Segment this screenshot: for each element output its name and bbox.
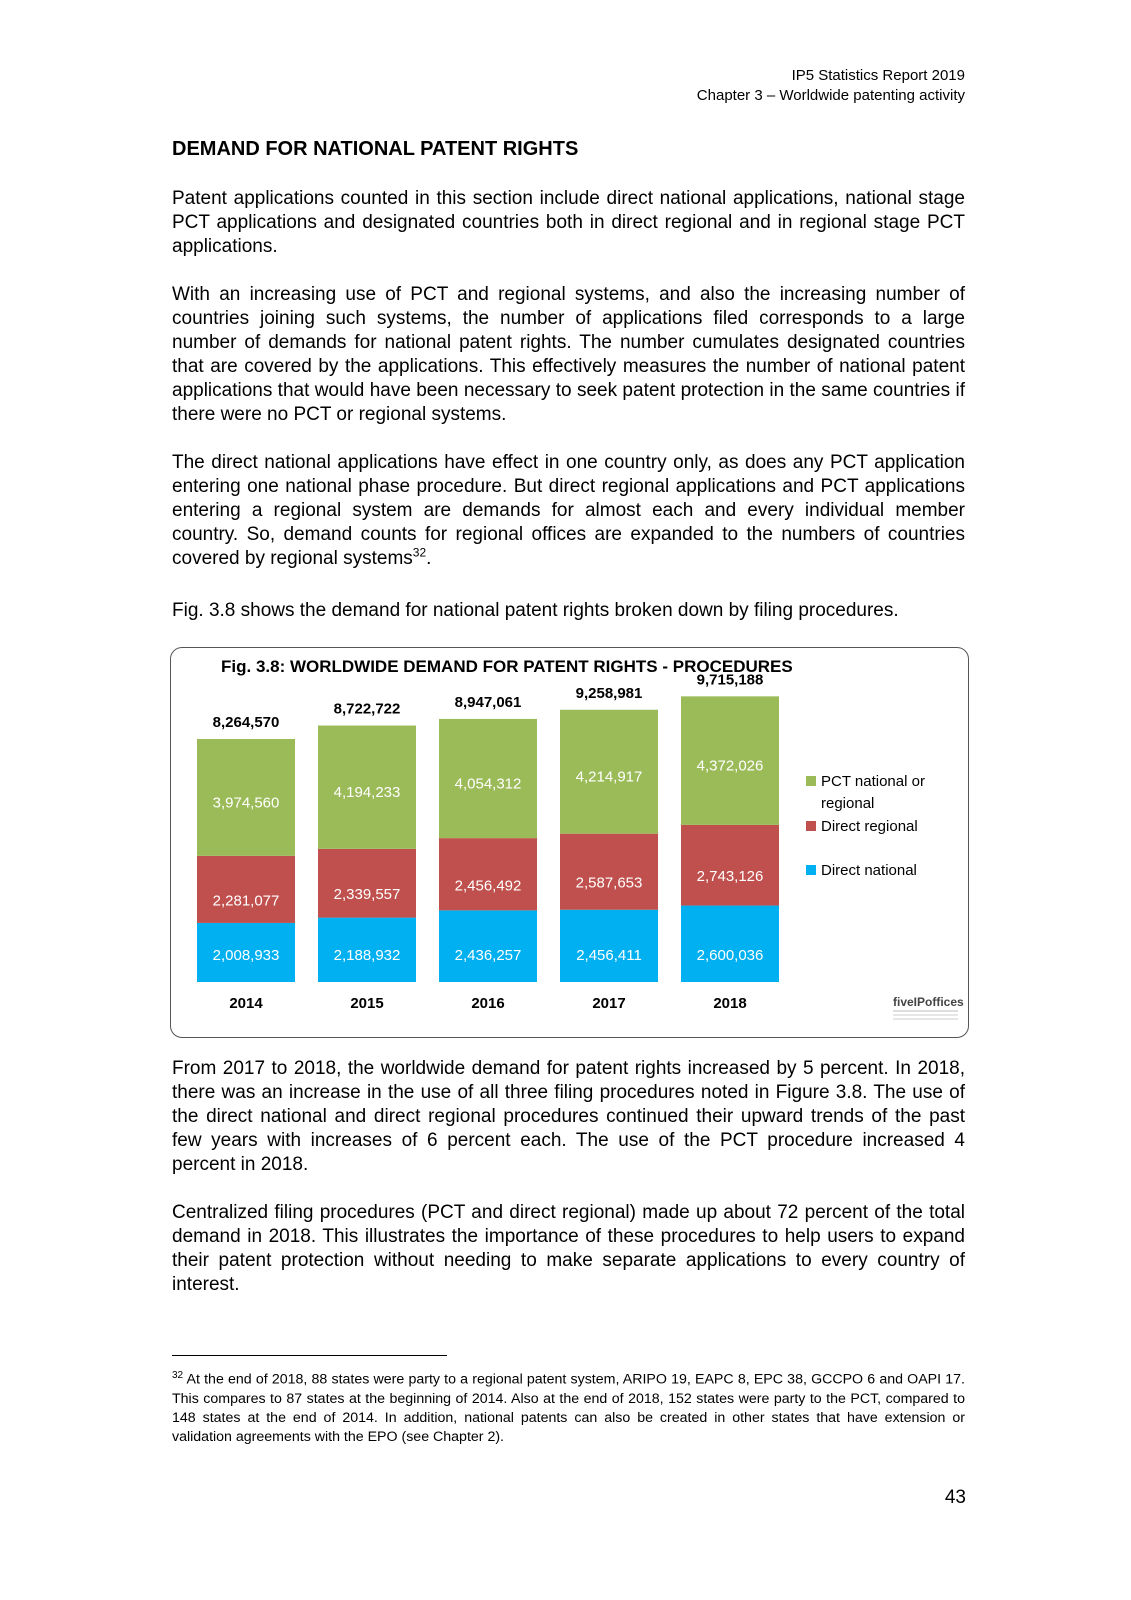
- running-header: [697, 66, 965, 106]
- total-label: 8,264,570: [212, 714, 280, 731]
- paragraph-4: Fig. 3.8 shows the demand for national patent rights broken down by filing procedures.: [172, 600, 899, 621]
- data-label: 2,587,653: [575, 874, 643, 892]
- data-label: 4,214,917: [575, 768, 643, 786]
- data-label: 2,188,932: [333, 947, 401, 964]
- data-label: 2,436,257: [454, 947, 522, 964]
- x-tick-label: 2018: [713, 995, 747, 1012]
- bar-direct-regional-2015: [318, 849, 416, 918]
- paragraph-6: Centralized filing procedures (PCT and direct regional) made up about 72 percent of the total demand in 2018. This illustrates the importance of these procedures to help users to expand their patent protection without needing to make separate applications to every country of interest.: [172, 1202, 965, 1295]
- data-label: 2,456,492: [454, 877, 522, 895]
- total-label: 8,947,061: [454, 693, 522, 711]
- report-title: IP5 Statistics Report 2019: [791, 67, 965, 84]
- legend-label: regional: [821, 795, 875, 812]
- chart-title: Fig. 3.8: WORLDWIDE DEMAND FOR PATENT RIGHTS - PROCEDURES: [221, 657, 793, 676]
- total-label: 8,722,722: [333, 700, 401, 718]
- footnote-number: 32: [172, 1370, 184, 1381]
- paragraph-3-end: .: [426, 548, 432, 569]
- legend-swatch: [806, 776, 816, 786]
- paragraph-5: From 2017 to 2018, the worldwide demand for patent rights increased by 5 percent. In 2018, there was an increase in the use of all three filing procedures noted in Figure 3.8. The use of the direct national and direct regional procedures continued their upward trends of the past few years with increases of 6 percent each. The use of the PCT procedure increased 4 percent in 2018.: [172, 1058, 965, 1175]
- data-label: 2,600,036: [696, 947, 764, 964]
- footnote-ref-32[interactable]: 32: [412, 545, 427, 560]
- chart-bars: [197, 671, 779, 1012]
- x-tick-label: 2017: [592, 995, 626, 1012]
- footnote-text: At the end of 2018, 88 states were party to a regional patent system, ARIPO 19, EAPC 8, EPC 38, GCCPO 6 and OAPI 17. This compares to 87 states at the beginning of 2014. Also at the end of 2018, 152 states were party to the PCT, compared to 148 states at the end of 2014. In addition, national patents can also be created in other states that have extension or validation agreements with the EPO (see Chapter 2).: [172, 1371, 965, 1445]
- total-label: 9,258,981: [575, 684, 643, 702]
- fiveipoffices-logo: fiveIPoffices: [893, 995, 964, 1009]
- data-label: 2,339,557: [333, 886, 401, 904]
- chart-legend: [806, 773, 925, 879]
- paragraph-2: With an increasing use of PCT and regional systems, and also the increasing number of countries joining such systems, the number of applications filed corresponds to a large number of demands for national patent rights. The number cumulates designated countries that are covered by the applications. This effectively measures the number of national patent applications that would have been necessary to seek patent protection in the same countries if there were no PCT or regional systems.: [172, 284, 965, 425]
- figure-3-8: [170, 647, 969, 1038]
- legend-swatch: [806, 865, 816, 875]
- data-label: 2,281,077: [212, 892, 280, 910]
- data-label: 4,194,233: [333, 784, 401, 802]
- x-tick-label: 2016: [471, 995, 505, 1012]
- paragraph-1: Patent applications counted in this section include direct national applications, national stage PCT applications and designated countries both in direct regional and in regional stage PCT applications.: [172, 188, 965, 257]
- legend-label: Direct regional: [821, 818, 918, 835]
- bar-direct-national-2017: [560, 910, 658, 982]
- data-label: 4,054,312: [454, 775, 522, 793]
- bar-direct-regional-2017: [560, 834, 658, 910]
- legend-label: PCT national or: [821, 773, 925, 790]
- data-label: 2,456,411: [576, 947, 642, 964]
- chapter-title: Chapter 3 – Worldwide patenting activity: [696, 87, 965, 104]
- footnote-separator: [172, 1355, 447, 1356]
- x-tick-label: 2014: [229, 995, 263, 1012]
- legend-swatch: [806, 821, 816, 831]
- bar-direct-regional-2016: [439, 838, 537, 910]
- footnote-32: [172, 1366, 965, 1447]
- bar-direct-regional-2018: [681, 825, 779, 906]
- data-label: 3,974,560: [212, 794, 280, 812]
- total-label: 9,715,188: [696, 671, 764, 689]
- section-title: DEMAND FOR NATIONAL PATENT RIGHTS: [172, 138, 579, 160]
- x-tick-label: 2015: [350, 995, 384, 1012]
- page-number: 43: [944, 1487, 966, 1508]
- data-label: 2,743,126: [696, 868, 764, 886]
- data-label: 2,008,933: [212, 947, 280, 964]
- paragraph-3: [172, 451, 965, 571]
- paragraph-3-text: The direct national applications have effect in one country only, as does any PCT application entering one national phase procedure. But direct regional applications and PCT applications entering a regional system are demands for almost each and every individual member country. So, demand counts for regional offices are expanded to the numbers of countries covered by regional systems: [172, 452, 965, 569]
- bar-direct-regional-2014: [197, 856, 295, 923]
- bar-direct-national-2018: [681, 906, 779, 982]
- stacked-bar-chart: [171, 648, 968, 1037]
- data-label: 4,372,026: [696, 757, 764, 775]
- legend-label: Direct national: [821, 862, 917, 879]
